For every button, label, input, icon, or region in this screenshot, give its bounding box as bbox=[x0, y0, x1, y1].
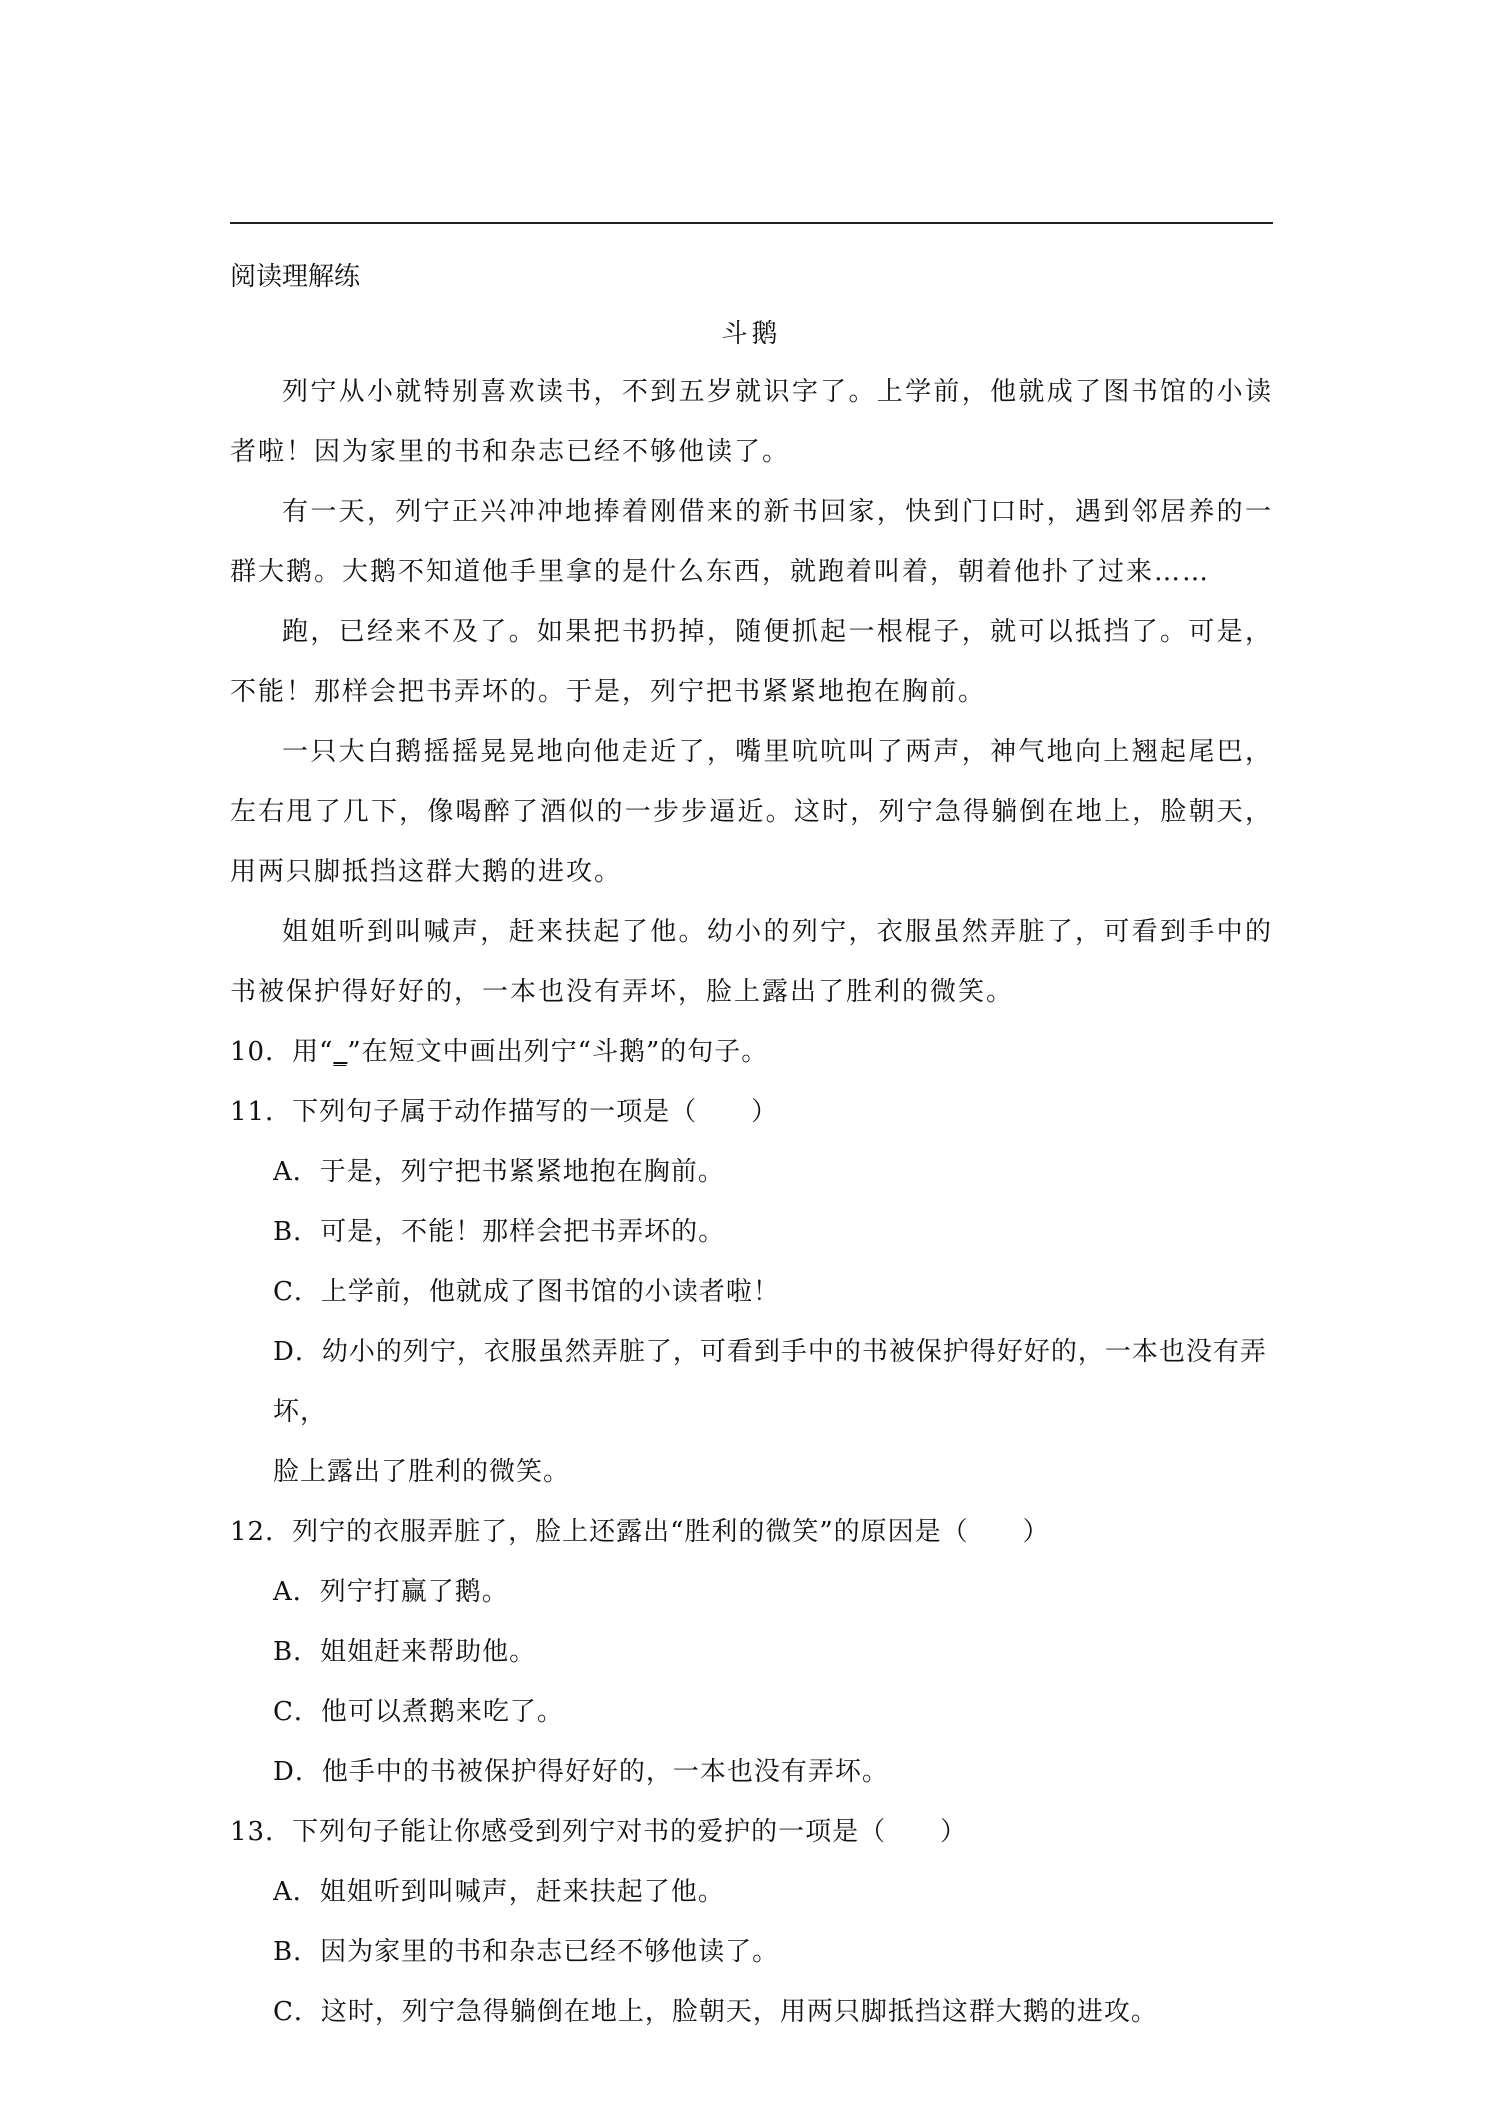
question-text-part: 用“ bbox=[292, 1037, 334, 1067]
question-number: 11． bbox=[230, 1097, 293, 1127]
question-text: 下列句子能让你感受到列宁对书的爱护的一项是（ ） bbox=[292, 1817, 968, 1847]
option-text: 可是，不能！那样会把书弄坏的。 bbox=[320, 1217, 726, 1247]
story-paragraph: 有一天，列宁正兴冲冲地捧着刚借来的新书回家，快到门口时，遇到邻居养的一群大鹅。大鹅不知道他手里拿的是什么东西，就跑着叫着，朝着他扑了过来…… bbox=[230, 497, 1273, 587]
option-letter: B． bbox=[273, 1937, 321, 1967]
story-paragraph: 一只大白鹅摇摇晃晃地向他走近了，嘴里吭吭叫了两声，神气地向上翘起尾巴，左右甩了几下，像喝醉了酒似的一步步逼近。这时，列宁急得躺倒在地上，脸朝天，用两只脚抵挡这群大鹅的进攻。 bbox=[230, 737, 1273, 887]
option-letter: C． bbox=[273, 1277, 321, 1307]
document-body bbox=[230, 240, 1273, 2042]
option-letter: A． bbox=[273, 1577, 320, 1607]
option-text-continuation: 脸上露出了胜利的微笑。 bbox=[273, 1457, 571, 1487]
question-13 bbox=[230, 1802, 1273, 1862]
option-a bbox=[273, 1142, 1273, 1202]
option-text: 他手中的书被保护得好好的，一本也没有弄坏。 bbox=[321, 1757, 889, 1787]
option-text: 姐姐听到叫喊声，赶来扶起了他。 bbox=[319, 1877, 725, 1907]
section-title: 阅读理解练 bbox=[230, 262, 361, 292]
option-c bbox=[273, 1982, 1273, 2042]
option-letter: A． bbox=[273, 1157, 320, 1187]
option-d bbox=[273, 1742, 1273, 1802]
option-text: 于是，列宁把书紧紧地抱在胸前。 bbox=[319, 1157, 725, 1187]
option-letter: D． bbox=[273, 1337, 322, 1367]
option-text: 上学前，他就成了图书馆的小读者啦！ bbox=[320, 1277, 780, 1307]
option-letter: D． bbox=[273, 1757, 322, 1787]
story-paragraph: 列宁从小就特别喜欢读书，不到五岁就识字了。上学前，他就成了图书馆的小读者啦！因为家里的书和杂志已经不够他读了。 bbox=[230, 377, 1273, 467]
option-d bbox=[273, 1322, 1273, 1502]
story-paragraph: 跑，已经来不及了。如果把书扔掉，随便抓起一根棍子，就可以抵挡了。可是，不能！那样会把书弄坏的。于是，列宁把书紧紧地抱在胸前。 bbox=[230, 617, 1273, 707]
option-text: 幼小的列宁，衣服虽然弄脏了，可看到手中的书被保护得好好的，一本也没有弄坏， bbox=[273, 1337, 1267, 1427]
header-rule bbox=[230, 222, 1273, 224]
option-letter: A． bbox=[273, 1877, 320, 1907]
question-text: 列宁的衣服弄脏了，脸上还露出“胜利的微笑”的原因是（ ） bbox=[292, 1517, 1050, 1547]
underline-symbol: _ bbox=[333, 1037, 348, 1067]
option-letter: B． bbox=[273, 1217, 321, 1247]
option-text: 这时，列宁急得躺倒在地上，脸朝天，用两只脚抵挡这群大鹅的进攻。 bbox=[320, 1997, 1158, 2027]
option-a bbox=[273, 1862, 1273, 1922]
question-number: 13． bbox=[230, 1817, 293, 1847]
option-text: 列宁打赢了鹅。 bbox=[319, 1577, 509, 1607]
option-b bbox=[273, 1202, 1273, 1262]
option-letter: C． bbox=[273, 1697, 321, 1727]
question-10 bbox=[230, 1022, 1273, 1082]
option-text: 他可以煮鹅来吃了。 bbox=[320, 1697, 564, 1727]
option-letter: B． bbox=[273, 1637, 321, 1667]
question-text: 下列句子属于动作描写的一项是（ ） bbox=[292, 1097, 779, 1127]
option-text: 因为家里的书和杂志已经不够他读了。 bbox=[320, 1937, 780, 1967]
option-c bbox=[273, 1682, 1273, 1742]
story-paragraph: 姐姐听到叫喊声，赶来扶起了他。幼小的列宁，衣服虽然弄脏了，可看到手中的书被保护得好好的，一本也没有弄坏，脸上露出了胜利的微笑。 bbox=[230, 917, 1273, 1007]
option-c bbox=[273, 1262, 1273, 1322]
option-letter: C． bbox=[273, 1997, 321, 2027]
question-number: 10． bbox=[230, 1037, 293, 1067]
question-number: 12． bbox=[230, 1517, 293, 1547]
question-text-part: ”在短文中画出列宁“斗鹅”的句子。 bbox=[347, 1037, 769, 1067]
option-b bbox=[273, 1922, 1273, 1982]
option-text: 姐姐赶来帮助他。 bbox=[320, 1637, 537, 1667]
story-title: 斗鹅 bbox=[721, 319, 782, 349]
question-11 bbox=[230, 1082, 1273, 1142]
option-a bbox=[273, 1562, 1273, 1622]
question-12 bbox=[230, 1502, 1273, 1562]
option-b bbox=[273, 1622, 1273, 1682]
